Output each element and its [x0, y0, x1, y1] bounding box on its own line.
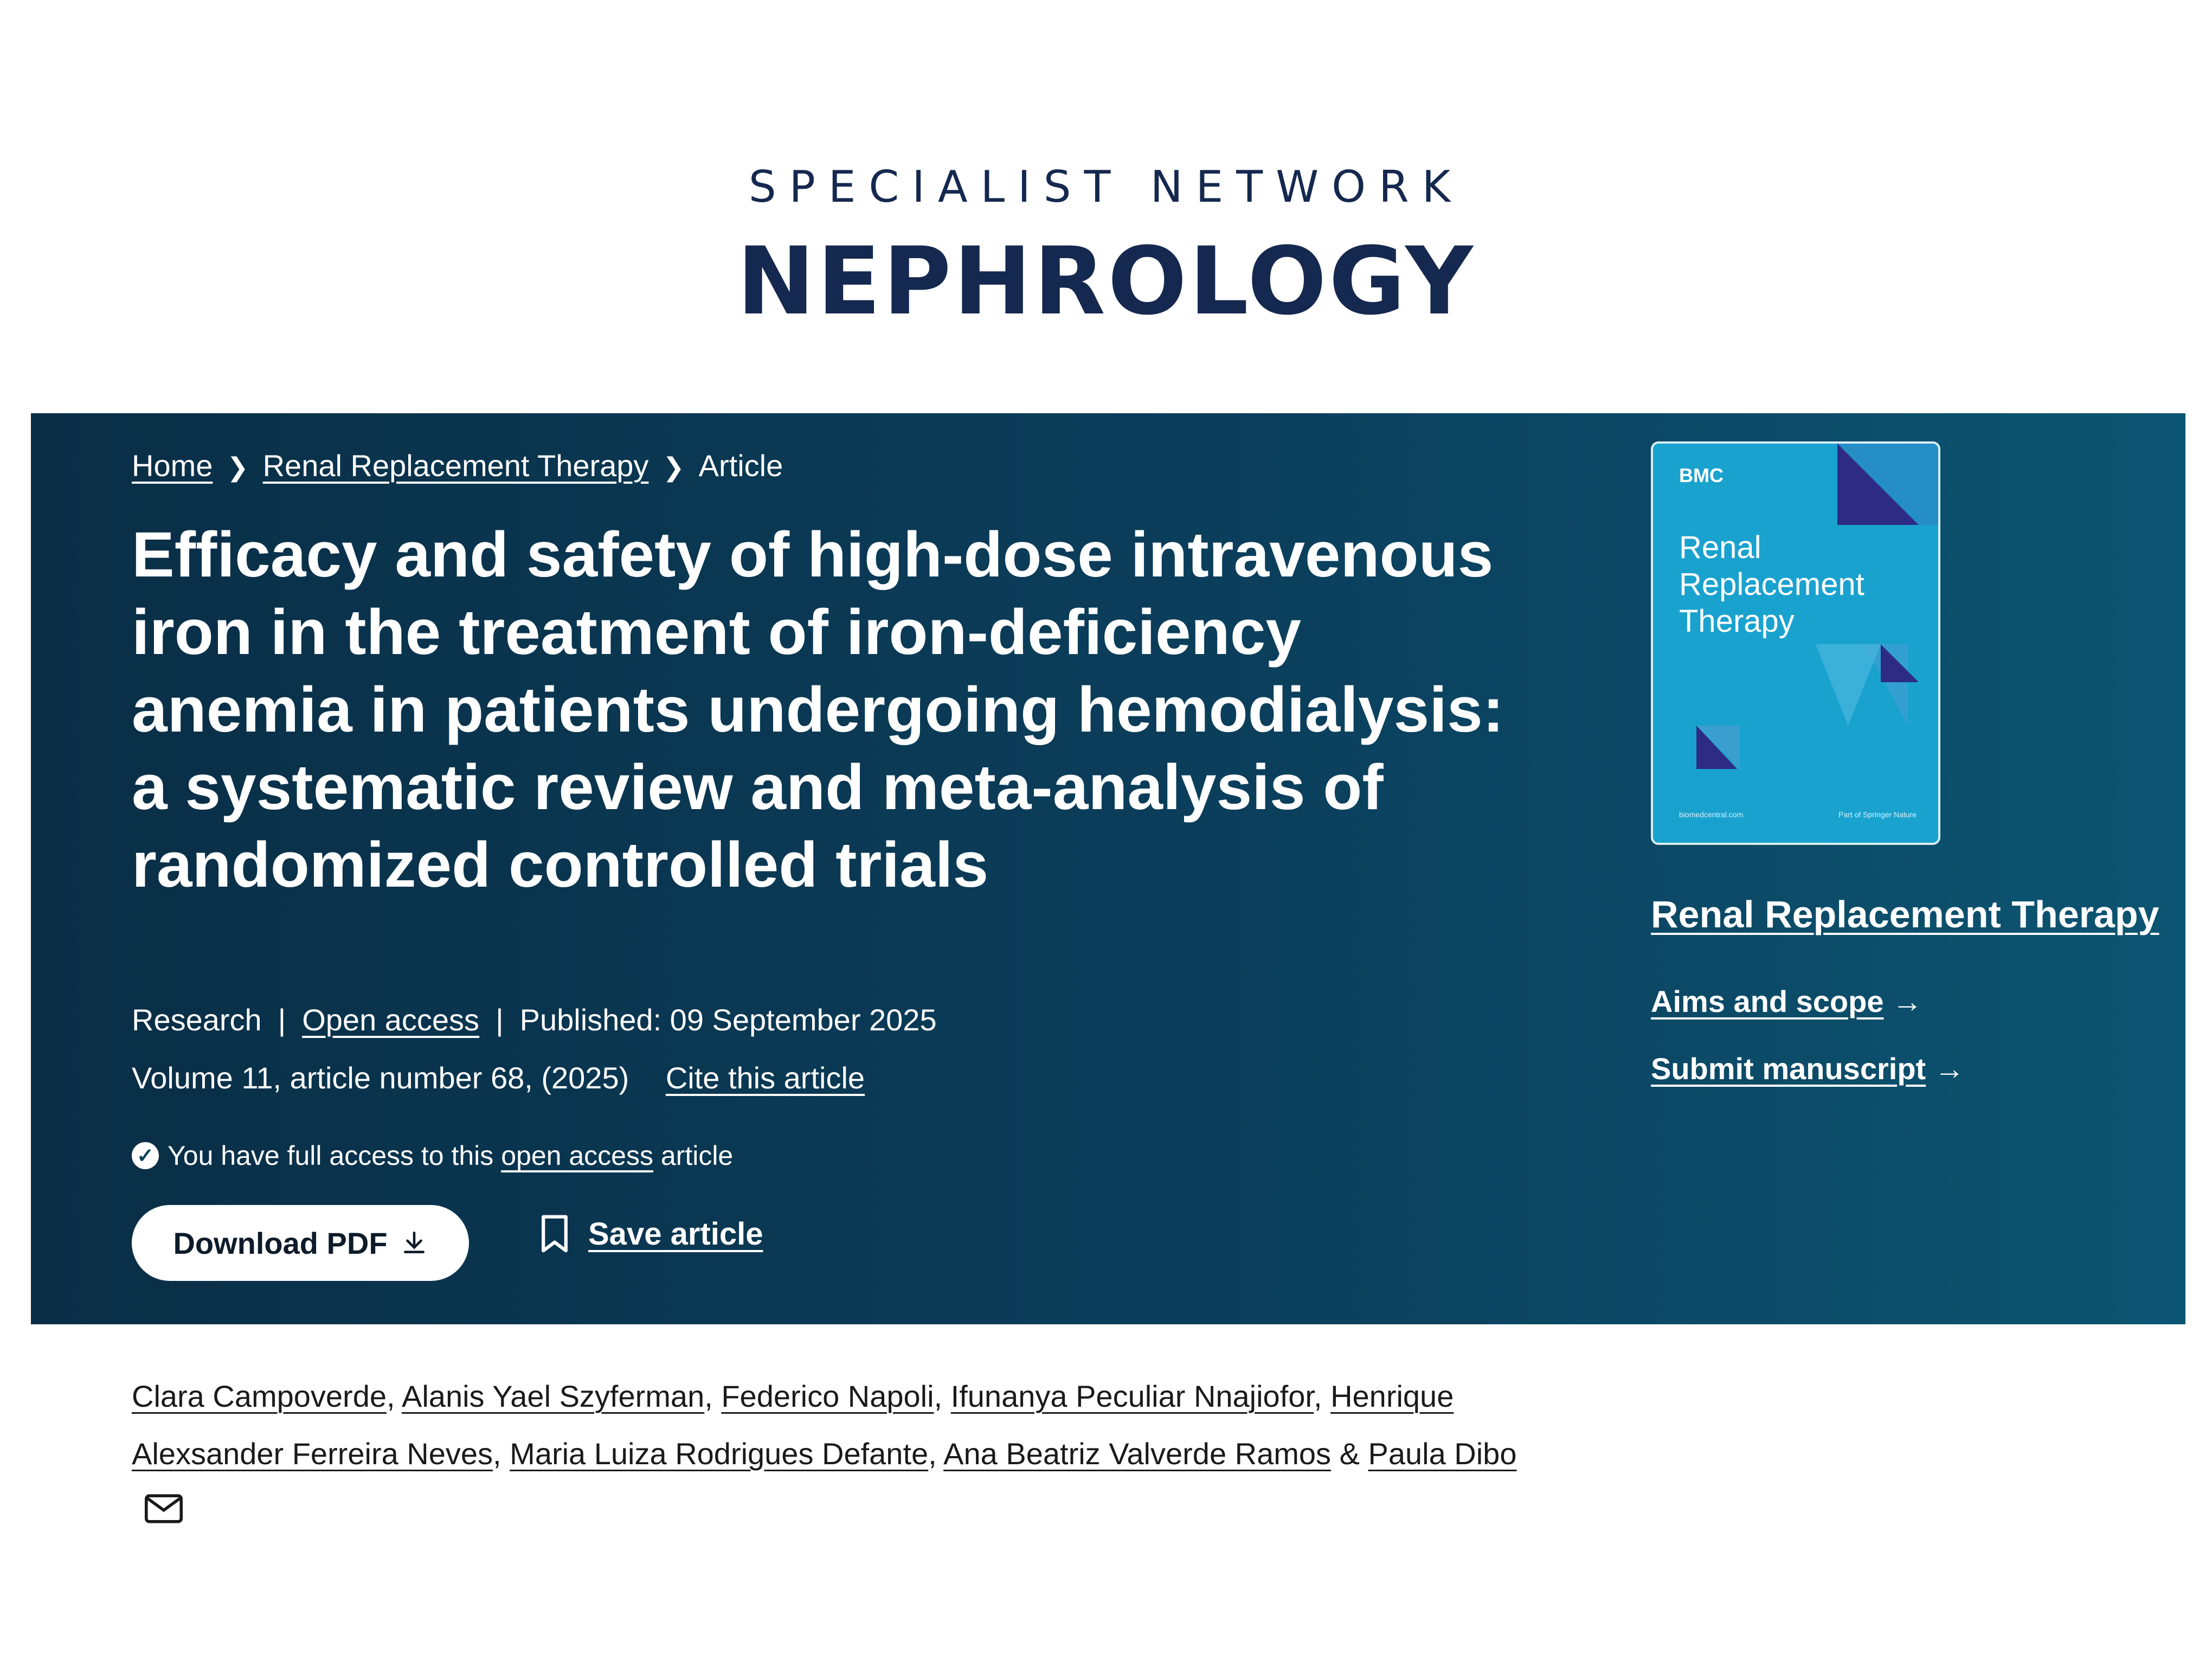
author-link[interactable]: Ana Beatriz Valverde Ramos	[943, 1437, 1332, 1471]
author-separator: ,	[1313, 1379, 1322, 1413]
mail-icon[interactable]	[144, 1485, 184, 1542]
arrow-right-icon: →	[1934, 1052, 1965, 1086]
article-volume-row	[132, 1060, 865, 1095]
article-hero	[31, 413, 2185, 1324]
chevron-right-icon: ❯	[663, 453, 685, 482]
breadcrumb-home[interactable]: Home	[132, 448, 213, 483]
breadcrumb	[132, 448, 783, 483]
download-pdf-label: Download PDF	[173, 1226, 388, 1260]
author-link[interactable]: Paula Dibo	[1368, 1437, 1517, 1471]
access-suffix: article	[660, 1140, 734, 1171]
cover-footer-right: Part of Springer Nature	[1838, 810, 1917, 819]
breadcrumb-journal[interactable]: Renal Replacement Therapy	[262, 448, 649, 483]
author-link[interactable]: Henrique Alexsander Ferreira Neves	[132, 1379, 1454, 1471]
aims-scope-link[interactable]	[1651, 984, 1922, 1019]
download-pdf-button[interactable]	[132, 1205, 469, 1281]
journal-title-link[interactable]: Renal Replacement Therapy	[1651, 893, 2159, 935]
network-label: SPECIALIST NETWORK	[748, 162, 1464, 212]
author-list	[132, 1368, 1563, 1542]
cover-title-line: Replacement	[1679, 567, 1864, 602]
author-link[interactable]: Ifunanya Peculiar Nnajiofor	[950, 1379, 1314, 1413]
author-link[interactable]: Alanis Yael Szyferman	[402, 1379, 705, 1413]
author-separator: ,	[928, 1437, 937, 1471]
arrow-right-icon: →	[1892, 984, 1923, 1018]
article-meta	[132, 1002, 937, 1037]
check-circle-icon: ✓	[132, 1142, 159, 1169]
author-separator: ,	[386, 1379, 395, 1413]
journal-cover[interactable]	[1651, 441, 1940, 845]
author-link[interactable]: Clara Campoverde	[132, 1379, 387, 1413]
access-prefix: You have full access to this	[168, 1140, 494, 1171]
breadcrumb-current: Article	[698, 448, 783, 483]
cover-footer-left: biomedcentral.com	[1679, 810, 1744, 819]
open-access-link[interactable]: Open access	[302, 1003, 480, 1037]
submit-manuscript-link[interactable]	[1651, 1051, 1965, 1086]
author-separator: ,	[934, 1379, 943, 1413]
access-open-access-link[interactable]: open access	[501, 1140, 653, 1171]
save-article-button[interactable]	[541, 1213, 763, 1254]
cover-title-line: Renal	[1679, 530, 1761, 565]
author-separator: ,	[493, 1437, 501, 1471]
download-icon	[401, 1229, 428, 1257]
cover-publisher: BMC	[1679, 464, 1724, 486]
save-article-label: Save article	[588, 1216, 763, 1252]
submit-manuscript-label: Submit manuscript	[1651, 1052, 1926, 1086]
article-type: Research	[132, 1003, 262, 1037]
aims-scope-label: Aims and scope	[1651, 984, 1884, 1018]
cover-title	[1679, 529, 1864, 640]
published-date: Published: 09 September 2025	[519, 1003, 937, 1037]
divider: |	[278, 1003, 286, 1037]
access-notice	[132, 1140, 733, 1171]
author-separator: ,	[704, 1379, 713, 1413]
author-link[interactable]: Maria Luiza Rodrigues Defante	[510, 1437, 929, 1471]
cover-title-line: Therapy	[1679, 604, 1795, 639]
article-title: Efficacy and safety of high-dose intravenous iron in the treatment of iron-deficiency anemia in patients undergoing hemodialysis: a systematic review and meta-analysis of randomized controlled trials	[132, 519, 1504, 901]
network-name: NEPHROLOGY	[737, 227, 1475, 336]
bookmark-icon	[541, 1213, 569, 1254]
author-and: &	[1339, 1437, 1360, 1471]
divider: |	[496, 1003, 504, 1037]
author-link[interactable]: Federico Napoli	[721, 1379, 934, 1413]
article-volume: Volume 11, article number 68, (2025)	[132, 1061, 629, 1095]
chevron-right-icon: ❯	[227, 453, 249, 482]
cover-pattern	[1653, 444, 1938, 843]
cite-article-link[interactable]: Cite this article	[665, 1061, 865, 1095]
